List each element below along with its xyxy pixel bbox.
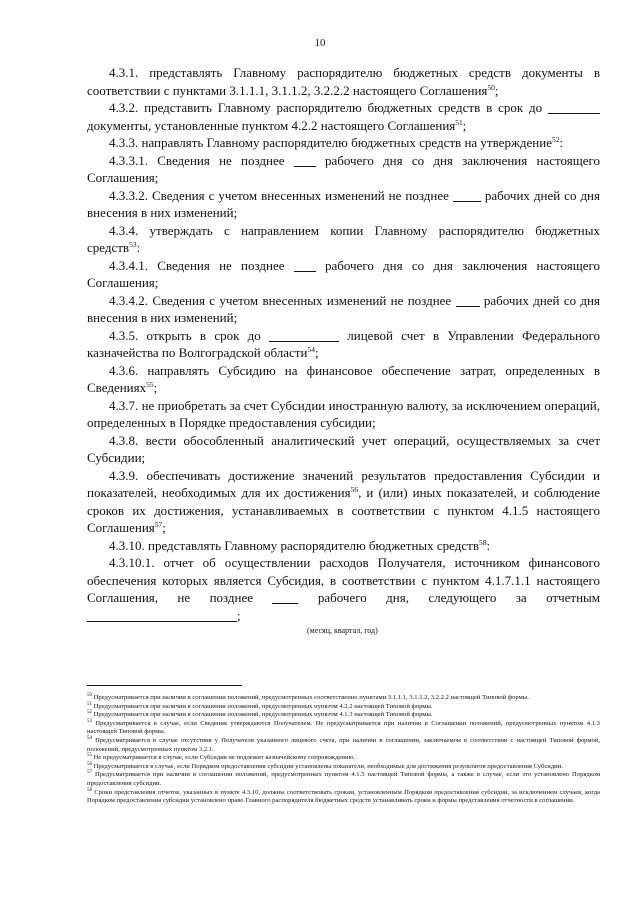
clause-4-3-10-1 xyxy=(87,554,600,624)
footnote-text: Предусматривается в случае отсутствия у Получателя указанного лицевого счета, при наличии в соглашении, заключаемом в соответствии с настоящей Типовой формой, положений, предусмотренных пунктом 3.2.1. xyxy=(87,736,600,753)
footnote-ref: 51 xyxy=(455,117,463,127)
period-caption-row xyxy=(87,624,600,635)
footnote-ref: 57 xyxy=(154,520,163,529)
footnote xyxy=(87,771,600,788)
blank-line xyxy=(294,259,316,272)
agreement-body xyxy=(87,64,600,635)
clause-text: 4.3.5. открыть в срок до xyxy=(109,327,270,343)
footnote xyxy=(87,737,600,754)
clause-text-cont: лицевой счет в Управлении Федерального казначейства по Волгоградской области xyxy=(87,327,601,360)
clause-text: 4.3.7. не приобретать за счет Субсидии иностранную валюту, за исключением операций, определенных в Порядке предоставления субсидии; xyxy=(87,397,600,430)
footnote-number: 52 xyxy=(87,710,92,716)
footnote-ref: 54 xyxy=(307,345,315,354)
clause-text-end: ; xyxy=(494,82,499,98)
clause-4-3-3 xyxy=(87,134,600,152)
footnote-text: Предусматривается в случае, если Сведения утверждаются Получателем. Не предусматривается при наличии в Соглашении положений, предусмотренных пунктом 4.1.3 настоящей Типовой формы. xyxy=(87,719,600,736)
footnote-ref: 56 xyxy=(350,485,359,494)
blank-line xyxy=(294,154,316,167)
footnote-text: Сроки представления отчетов, указанных в пункте 4.3.10, должны соответствовать срокам, установленным Порядком предоставления субсидии, за исключением случаев, когда Порядком предоставления субсидии установлено право Главного распорядителя бюджетных средств устанавливать сроки и формы представления отчетности в соглашении. xyxy=(87,788,600,805)
clause-text: 4.3.9. обеспечивать достижение значений результатов предоставления Субсидии и показателей, необходимых для их достижения xyxy=(87,467,600,500)
footnote-number: 54 xyxy=(87,735,92,741)
clause-text-end: ; xyxy=(162,520,166,535)
footnote-number: 50 xyxy=(87,693,92,698)
clause-text: 4.3.4. утверждать с направлением копии Главному распорядителю бюджетных средств xyxy=(87,222,600,255)
clause-4-3-4-1 xyxy=(87,257,600,292)
clause-text-end: рабочих дней со дня внесения в них изменений; xyxy=(87,292,600,325)
footnote-ref: 53 xyxy=(129,240,137,249)
blank-line xyxy=(87,609,237,622)
clause-4-3-3-2 xyxy=(87,187,600,222)
clause-4-3-5 xyxy=(87,327,600,362)
footnote-divider xyxy=(87,685,242,686)
clause-4-3-2 xyxy=(87,99,600,134)
footnote-text: Предусматривается при наличии в соглашении положений, предусмотренных пунктом 4.2.2 настоящей Типовой формы. xyxy=(93,702,433,710)
footnote-number: 56 xyxy=(87,761,92,767)
clause-text: 4.3.4.2. Сведения с учетом внесенных изменений не позднее xyxy=(109,292,456,308)
clause-text-end: ; xyxy=(153,380,158,395)
blank-line xyxy=(272,591,298,604)
footnote-number: 53 xyxy=(87,718,92,724)
clause-4-3-9 xyxy=(87,467,600,537)
clause-4-3-1 xyxy=(87,64,600,99)
clause-text-end: : xyxy=(559,135,564,150)
footnote xyxy=(87,754,600,763)
footnote-text: Предусматривается при наличии в соглашении положений, предусмотренных пунктом 4.1.5 настоящей Типовой формы, а также в случае, если это установлено Порядком предоставления субсидии. xyxy=(87,771,600,787)
clause-4-3-10 xyxy=(87,537,600,555)
footnote-ref: 55 xyxy=(146,380,154,389)
clause-text-end: ; xyxy=(462,117,467,133)
footnote-number: 55 xyxy=(87,753,92,759)
footnote xyxy=(87,694,600,703)
footnote-ref: 58 xyxy=(478,537,487,547)
clause-4-3-4 xyxy=(87,222,600,257)
clause-text-end: ; xyxy=(237,607,241,623)
footnote xyxy=(87,703,600,712)
clause-text-cont: рабочего дня, следующего за отчетным xyxy=(298,590,600,605)
clause-4-3-8 xyxy=(87,432,600,467)
clause-text-end: ; xyxy=(314,345,319,360)
page-number: 10 xyxy=(314,37,326,49)
footnote-number: 51 xyxy=(87,701,92,707)
clause-text: 4.3.10. представлять Главному распорядителю бюджетных средств xyxy=(109,537,479,553)
clause-text-end: рабочего дня со дня заключения настоящего Соглашения; xyxy=(87,152,601,185)
clause-4-3-3-1 xyxy=(87,152,600,187)
clause-text: 4.3.2. представить Главному распорядителю бюджетных средств в срок до xyxy=(109,100,548,115)
clause-text-end: : xyxy=(136,240,141,255)
period-caption: (месяц, квартал, год) xyxy=(307,626,378,635)
clause-text: 4.3.8. вести обособленный аналитический учет операций, осуществляемых за счет Субсидии; xyxy=(87,432,600,465)
footnote-number: 57 xyxy=(87,770,92,776)
footnote-ref: 50 xyxy=(487,82,495,92)
blank-line xyxy=(456,294,480,307)
clause-text-cont: , и (или) иных показателей, и соблюдение сроков их достижения, устанавливаемых в соответствии с пунктом 4.1.5 настоящего Соглашения xyxy=(87,485,601,535)
footnote xyxy=(87,720,600,737)
clause-text: 4.3.3. направлять Главному распорядителю бюджетных средств на утверждение xyxy=(109,135,552,150)
clause-text-end: : xyxy=(486,537,491,553)
footnote-text: Предусматривается в случае, если Порядком предоставления субсидии установлены показатели, необходимые для достижения результатов предоставления Субсидии. xyxy=(93,762,563,770)
footnote xyxy=(87,789,600,806)
footnote xyxy=(87,711,600,720)
clause-text: 4.3.1. представлять Главному распорядителю бюджетных средств документы в соответствии с пунктами 3.1.1.1, 3.1.1.2, 3.2.2.2 настоящего Соглашения xyxy=(87,65,600,98)
clause-4-3-6 xyxy=(87,362,600,397)
clause-text-end: рабочих дней со дня внесения в них изменений; xyxy=(87,187,600,220)
clause-text: 4.3.3.2. Сведения с учетом внесенных изменений не позднее xyxy=(109,187,453,203)
footnote-text: Предусматривается при наличии в соглашении положений, предусмотренных соответственно пунктами 3.1.1.1, 3.1.1.2, 3.2.2.2 настоящей Типовой формы. xyxy=(93,694,529,701)
clause-4-3-4-2 xyxy=(87,292,600,327)
blank-line xyxy=(269,329,339,342)
clause-text: 4.3.4.1. Сведения не позднее xyxy=(109,257,294,273)
footnote-text: Предусматривается при наличии в соглашении положений, предусмотренных пунктом 4.1.3 настоящей Типовой формы. xyxy=(93,711,433,719)
footnote-number: 58 xyxy=(87,787,92,793)
blank-line xyxy=(453,189,481,202)
footnotes xyxy=(87,694,600,806)
footnote-text: Не предусматривается в случае, если Субсидия не подлежит казначейскому сопровождению. xyxy=(93,754,356,762)
clause-4-3-7 xyxy=(87,397,600,432)
blank-line xyxy=(548,101,600,114)
clause-text: 4.3.10.1. отчет об осуществлении расходов Получателя, источником финансового обеспечения которых является Субсидия, в соответствии с пунктом 4.1.7.1.1 настоящего Соглашения, не позднее xyxy=(87,555,600,605)
clause-text: 4.3.6. направлять Субсидию на финансовое обеспечение затрат, определенных в Сведениях xyxy=(87,362,600,395)
clause-text-cont: документы, установленные пунктом 4.2.2 настоящего Соглашения xyxy=(87,117,456,133)
clause-text-end: рабочего дня со дня заключения настоящего Соглашения; xyxy=(87,257,601,290)
footnote-ref: 52 xyxy=(552,135,560,144)
clause-text: 4.3.3.1. Сведения не позднее xyxy=(109,152,294,168)
